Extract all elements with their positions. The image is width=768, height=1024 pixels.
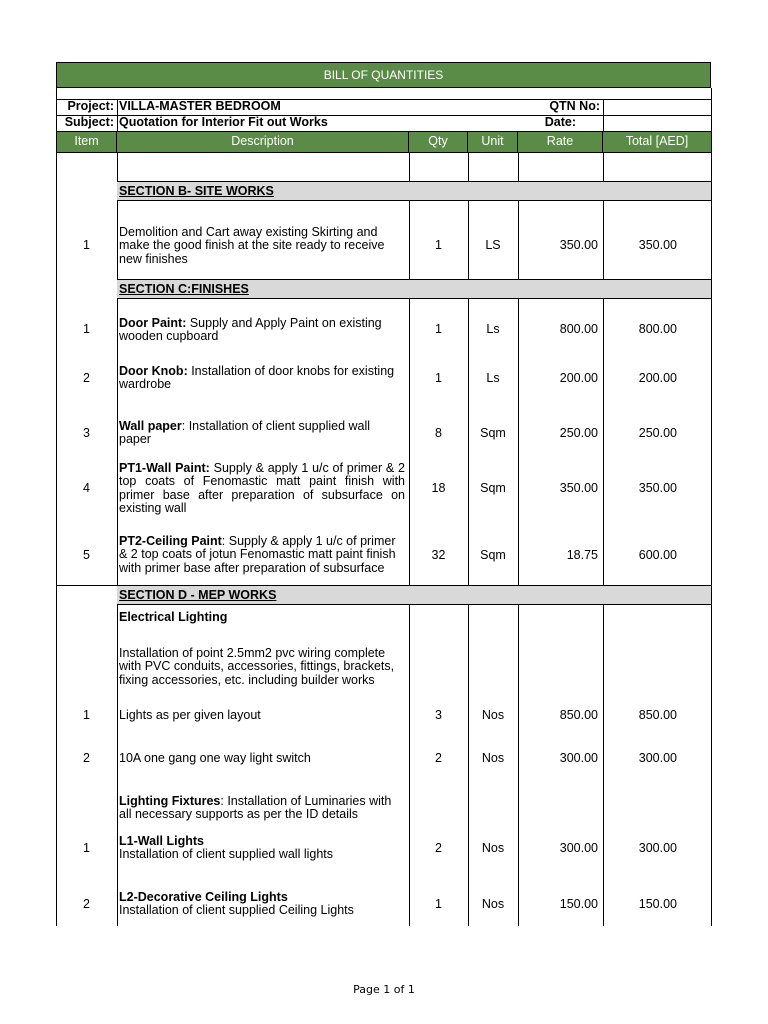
table-row-rate: 300.00 (559, 751, 598, 765)
page-number: Page 1 of 1 (353, 983, 415, 996)
table-row-qty: 1 (435, 322, 442, 336)
table-row-item: 1 (83, 841, 90, 855)
col-total-header: Total [AED] (603, 131, 712, 152)
table-row-unit: Nos (481, 841, 505, 855)
table-row-unit: Nos (481, 897, 505, 911)
project-label: Project: (67, 99, 114, 113)
table-row-total: 300.00 (638, 751, 677, 765)
table-row-item: 3 (83, 426, 90, 440)
table-row-item: 4 (83, 481, 90, 495)
table-row-qty: 2 (435, 751, 442, 765)
col-qty-header: Qty (409, 131, 468, 152)
table-row-total: 200.00 (638, 371, 677, 385)
table-row-description: PT2-Ceiling Paint: Supply & apply 1 u/c of primer & 2 top coats of jotun Fenomastic matt paint finish with primer base after preparation of subsurface (119, 534, 396, 575)
project-value: VILLA-MASTER BEDROOM (119, 99, 281, 113)
table-row-item: 2 (83, 371, 90, 385)
table-row-description: Demolition and Cart away existing Skirting and make the good finish at the site ready to receive new finishes (119, 225, 385, 266)
table-row-unit: Nos (481, 751, 505, 765)
table-row-description: Wall paper: Installation of client supplied wall paper (119, 419, 371, 447)
col-item-header: Item (56, 131, 117, 152)
table-row-rate: 800.00 (559, 322, 598, 336)
section-d-title: SECTION D - MEP WORKS (119, 588, 277, 602)
table-row-total: 250.00 (638, 426, 677, 440)
table-row-qty: 1 (435, 238, 442, 252)
subject-label: Subject: (64, 115, 114, 129)
table-row-qty: 18 (431, 481, 446, 495)
table-row-total: 600.00 (638, 548, 677, 562)
table-row-total: 350.00 (638, 481, 677, 495)
table-row-unit: Ls (486, 322, 500, 336)
table-row-qty: 8 (435, 426, 442, 440)
table-row-total: 800.00 (638, 322, 677, 336)
table-row-description: 10A one gang one way light switch (119, 751, 311, 765)
table-row-total: 850.00 (638, 708, 677, 722)
col-description-header: Description (117, 131, 409, 152)
table-row-rate: 150.00 (559, 897, 598, 911)
table-row-unit: Sqm (480, 548, 506, 562)
table-row-rate: 200.00 (559, 371, 598, 385)
table-row-qty: 1 (435, 371, 442, 385)
electrical-lighting-heading: Electrical Lighting (119, 610, 228, 624)
table-row-rate: 350.00 (559, 481, 598, 495)
table-row-qty: 2 (435, 841, 442, 855)
table-row-unit: Nos (481, 708, 505, 722)
table-row-rate: 18.75 (566, 548, 598, 562)
table-row-rate: 350.00 (559, 238, 598, 252)
boq-title: BILL OF QUANTITIES (56, 62, 711, 88)
col-unit-header: Unit (468, 131, 518, 152)
table-row-total: 150.00 (638, 897, 677, 911)
qtn-label: QTN No: (549, 99, 600, 113)
date-label: Date: (544, 115, 576, 129)
table-row-unit: Sqm (480, 426, 506, 440)
table-row-rate: 300.00 (559, 841, 598, 855)
section-c-title: SECTION C:FINISHES (119, 282, 249, 296)
section-b-title: SECTION B- SITE WORKS (119, 184, 274, 198)
col-rate-header: Rate (518, 131, 603, 152)
table-row-description: L2-Decorative Ceiling Lights Installation of client supplied Ceiling Lights (119, 890, 354, 918)
table-row-rate: 250.00 (559, 426, 598, 440)
table-row-item: 2 (83, 751, 90, 765)
table-row-unit: LS (485, 238, 501, 252)
table-row-qty: 3 (435, 708, 442, 722)
table-row-description: Door Knob: Installation of door knobs for existing wardrobe (119, 364, 395, 392)
table-row-total: 300.00 (638, 841, 677, 855)
table-row-rate: 850.00 (559, 708, 598, 722)
table-row-description: Lights as per given layout (119, 708, 261, 722)
table-row-qty: 32 (431, 548, 446, 562)
table-row-item: 1 (83, 238, 90, 252)
table-row-item: 1 (83, 322, 90, 336)
table-row-item: 1 (83, 708, 90, 722)
table-row-item: 5 (83, 548, 90, 562)
table-row-description: PT1-Wall Paint: Supply & apply 1 u/c of primer & 2 top coats of Fenomastic matt paint finish with primer base after preparation of subsurface on existing wall (119, 461, 405, 516)
subject-value: Quotation for Interior Fit out Works (119, 115, 328, 129)
table-row-description: Door Paint: Supply and Apply Paint on existing wooden cupboard (119, 316, 382, 344)
table-row-unit: Ls (486, 371, 500, 385)
table-row-item: 2 (83, 897, 90, 911)
table-row-total: 350.00 (638, 238, 677, 252)
table-row-qty: 1 (435, 897, 442, 911)
table-row-description: L1-Wall Lights Installation of client supplied wall lights (119, 834, 334, 862)
table-row-unit: Sqm (480, 481, 506, 495)
lighting-fixtures-intro: Lighting Fixtures: Installation of Luminaries with all necessary supports as per the ID details (119, 794, 392, 822)
electrical-lighting-intro: Installation of point 2.5mm2 pvc wiring complete with PVC conduits, accessories, fittings, brackets, fixing accessories, etc. including builder works (119, 646, 395, 687)
